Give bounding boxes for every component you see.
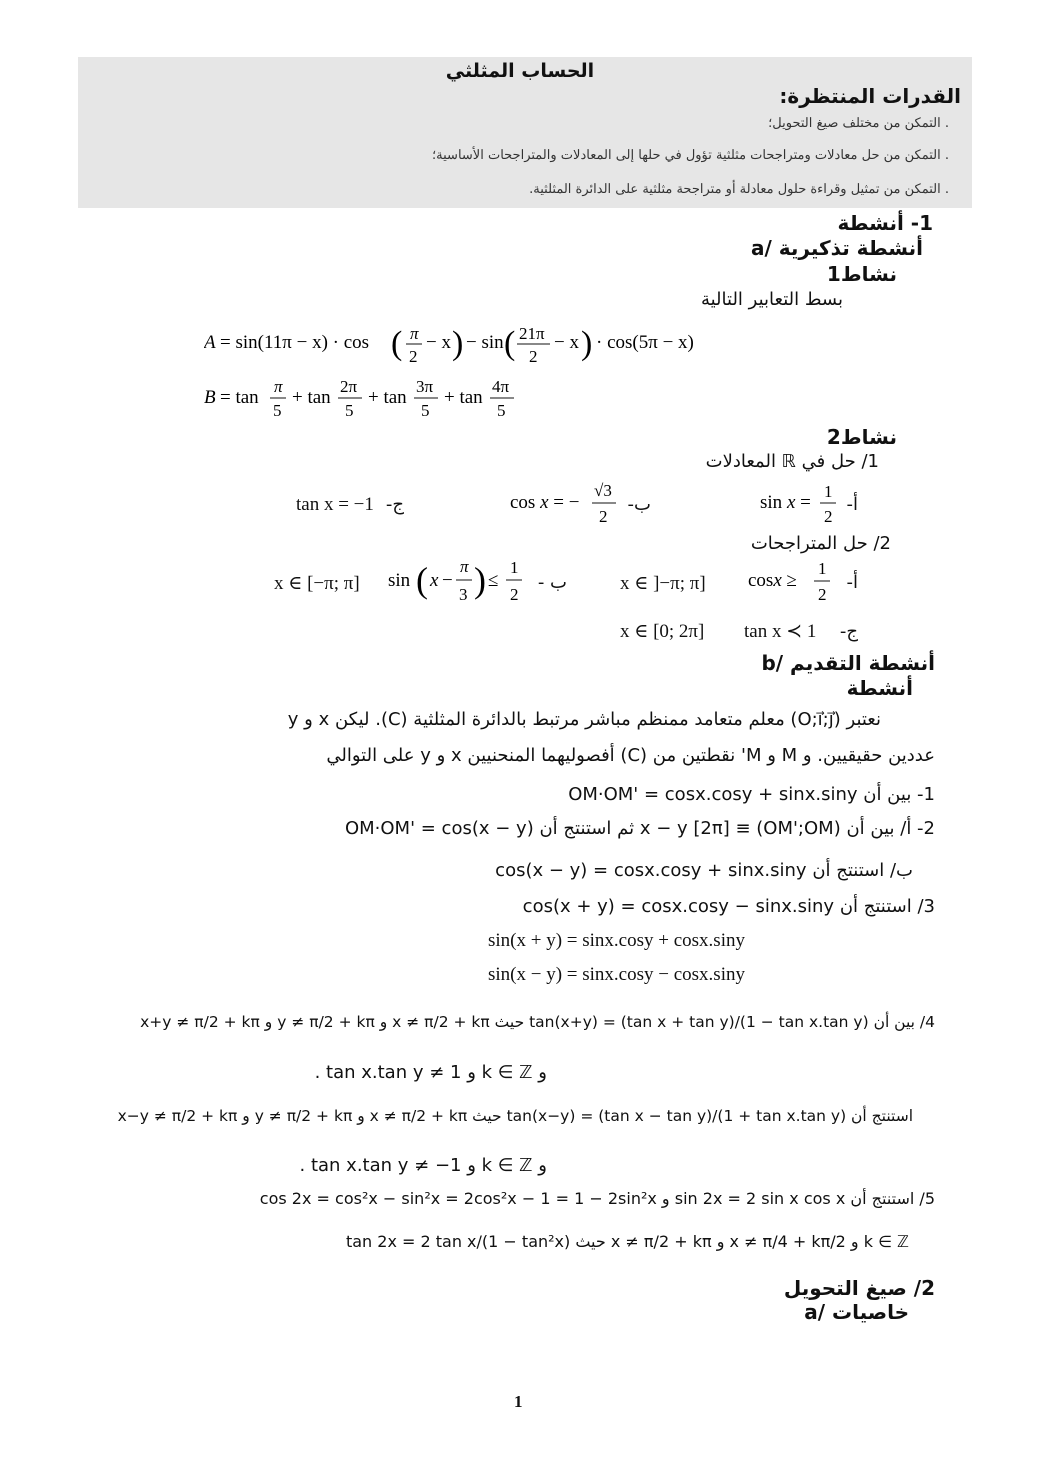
svg-text:sin x =: sin x =: [760, 492, 811, 513]
svg-text:): ): [581, 325, 593, 362]
section-heading: 1- أنشطة: [837, 211, 933, 235]
svg-text:1: 1: [510, 558, 519, 577]
svg-text:1: 1: [824, 482, 833, 501]
svg-text:√3: √3: [594, 481, 612, 500]
svg-text:2: 2: [510, 585, 519, 604]
svg-text:2: 2: [529, 347, 538, 366]
svg-text:(: (: [416, 560, 428, 600]
svg-text:5: 5: [345, 401, 354, 420]
question-2a: 2- أ/ بين أن (OM';OM) ≡ x − y [2π] ثم استنتج أن OM·OM' = cos(x − y): [344, 818, 935, 839]
question-1: 1/ حل في ℝ المعادلات: [705, 451, 879, 472]
question-4b-cond: و k ∈ ℤ و tan x.tan y ≠ −1 .: [299, 1155, 547, 1176]
domain-a: x ∈ ]−π; π]: [620, 573, 706, 594]
question-4-cond: و k ∈ ℤ و tan x.tan y ≠ 1 .: [314, 1062, 547, 1083]
ineq-label: ب -: [537, 572, 567, 593]
svg-text:− x: − x: [554, 332, 579, 353]
activity-label: نشاط1: [826, 262, 897, 286]
ineq-label: ج-: [839, 621, 858, 642]
svg-text:+ tan: + tan: [368, 387, 407, 408]
formula-line: sin(x − y) = sinx.cosy − cosx.siny: [488, 964, 745, 985]
svg-text:2π: 2π: [340, 377, 358, 396]
expression-b: [204, 376, 534, 424]
svg-text:21π: 21π: [519, 324, 545, 343]
domain-c: x ∈ [0; 2π]: [620, 621, 705, 642]
svg-text:+ tan: + tan: [292, 387, 331, 408]
subsection-heading: a/ أنشطة تذكيرية: [751, 236, 923, 260]
svg-text:(: (: [504, 325, 516, 362]
svg-text:): ): [474, 560, 486, 600]
page-number: 1: [514, 1392, 523, 1411]
subsection-heading: a/ خاصيات: [804, 1300, 909, 1324]
question-4: 4/ بين أن tan(x+y) = (tan x + tan y)/(1 − tan x.tan y) حيث x ≠ π/2 + kπ و y ≠ π/2 + kπ و x+y ≠ π/2 + kπ: [140, 1013, 935, 1031]
eq-label: أ-: [846, 494, 858, 515]
inequality-c: tan x ≺ 1: [744, 621, 817, 642]
inequality-b: [388, 554, 528, 618]
equation-c: tan x = −1: [296, 494, 374, 515]
objective-item: . التمكن من مختلف صيغ التحويل؛: [768, 116, 949, 131]
intro-line: عددين حقيقيين. و M و M' نقطتين من (C) أفصوليهما المنحنيين x و y على التوالي: [326, 745, 935, 766]
svg-text:π: π: [460, 557, 469, 576]
svg-text:2: 2: [599, 507, 608, 526]
svg-text:3π: 3π: [416, 377, 434, 396]
equation-b: [510, 478, 620, 536]
svg-text:= tan: = tan: [220, 387, 259, 408]
svg-text:B: B: [204, 387, 216, 408]
objective-item: . التمكن من حل معادلات ومتراجحات مثلثية تؤول في حلها إلى المعادلات والمتراجحات الأساسية؛: [432, 148, 949, 163]
svg-text:A: A: [204, 332, 216, 353]
page-title: الحساب المثلثي: [445, 60, 595, 82]
objective-item: . التمكن من تمثيل وقراءة حلول معادلة أو متراجحة مثلثية على الدائرة المثلثية.: [529, 182, 949, 197]
question-1: 1- بين أن OM·OM' = cosx.cosy + sinx.siny: [568, 784, 935, 805]
svg-text:= sin(11π − x) · cos: = sin(11π − x) · cos: [220, 332, 370, 353]
section-heading: 2/ صيغ التحويل: [783, 1276, 935, 1300]
svg-text:): ): [452, 325, 464, 362]
svg-text:−: −: [442, 570, 453, 591]
svg-text:+ tan: + tan: [444, 387, 483, 408]
question-3: 3/ استنتج أن cos(x + y) = cosx.cosy − sinx.siny: [522, 896, 935, 917]
question-5: 5/ استنتج أن sin 2x = 2 sin x cos x و cos 2x = cos²x − sin²x = 2cos²x − 1 = 1 − 2sin²x: [259, 1189, 935, 1208]
svg-text:4π: 4π: [492, 377, 510, 396]
question-4b: استنتج أن tan(x−y) = (tan x − tan y)/(1 + tan x.tan y) حيث x ≠ π/2 + kπ و y ≠ π/2 + kπ و x−y ≠ π/2 + kπ: [117, 1107, 913, 1125]
activity-label: نشاط2: [826, 425, 897, 449]
svg-text:1: 1: [818, 559, 827, 578]
activity-label: أنشطة: [846, 676, 913, 700]
question-5-tan: tan 2x = 2 tan x/(1 − tan²x) حيث x ≠ π/2 + kπ و x ≠ π/4 + kπ/2 و k ∈ ℤ: [345, 1232, 909, 1251]
svg-text:· cos(5π − x): · cos(5π − x): [596, 332, 694, 353]
expression-a: [204, 322, 724, 366]
svg-text:5: 5: [273, 401, 282, 420]
svg-text:5: 5: [421, 401, 430, 420]
subsection-heading: b/ أنشطة التقديم: [761, 651, 935, 675]
svg-text:x: x: [430, 570, 439, 591]
equation-a: [760, 480, 840, 534]
svg-text:5: 5: [497, 401, 506, 420]
svg-text:(: (: [391, 325, 403, 362]
svg-text:2: 2: [824, 507, 833, 526]
ineq-label: أ-: [846, 572, 858, 593]
eq-label: ج-: [385, 494, 404, 515]
question-2b: ب/ استنتج أن cos(x − y) = cosx.cosy + sinx.siny: [495, 860, 913, 881]
inequality-a: [748, 558, 834, 614]
eq-label: ب-: [627, 494, 651, 515]
svg-text:3: 3: [459, 585, 468, 604]
svg-text:− sin: − sin: [466, 332, 504, 353]
svg-text:cos x = −: cos x = −: [510, 492, 580, 513]
svg-text:cosx ≥: cosx ≥: [748, 570, 797, 591]
svg-text:≤: ≤: [488, 570, 499, 591]
svg-text:2: 2: [409, 347, 418, 366]
intro-line: نعتبر (O;i⃗;j⃗) معلم متعامد ممنظم مباشر مرتبط بالدائرة المثلثية (C). ليكن x و y: [287, 709, 881, 730]
svg-text:π: π: [274, 377, 283, 396]
svg-text:π: π: [410, 324, 419, 343]
svg-text:2: 2: [818, 585, 827, 604]
svg-text:sin: sin: [388, 570, 411, 591]
question-2: 2/ حل المتراجحات: [750, 533, 891, 554]
svg-text:− x: − x: [426, 332, 451, 353]
formula-line: sin(x + y) = sinx.cosy + cosx.siny: [488, 930, 745, 951]
domain-b: x ∈ [−π; π]: [274, 573, 360, 594]
objectives-heading: القدرات المنتظرة:: [779, 84, 961, 108]
instruction-text: بسط التعابير التالية: [700, 289, 843, 310]
